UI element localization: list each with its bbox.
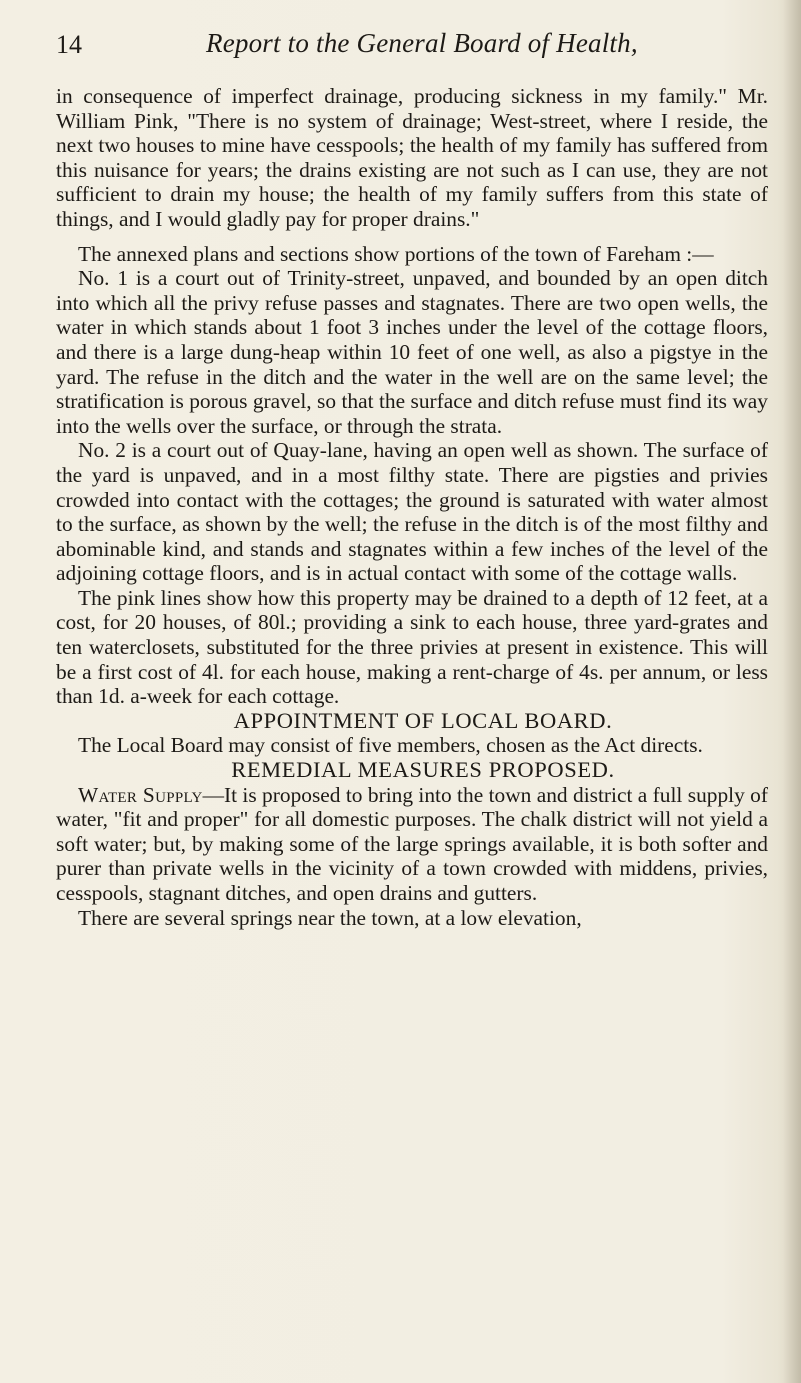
paragraph-continued: in consequence of imperfect drainage, producing sickness in my family." Mr. William Pink, "There is no system of drainage; West-street, where I reside, the next two houses to mine have cesspools; the health of my family has suffered from this nuisance for years; the drains existing are not such as I can use, they are not sufficient to drain my house; the health of my family suffers from this state of things, and I would gladly pay for proper drains." — [56, 84, 768, 231]
paragraph-annexed-plans: The annexed plans and sections show portions of the town of Fareham :— — [78, 241, 714, 266]
paragraph-springs: There are several springs near the town, at a low elevation, — [78, 905, 582, 930]
body-text — [56, 84, 768, 930]
paragraph-no-2: No. 2 is a court out of Quay-lane, having an open well as shown. The surface of the yard is unpaved, and in a most filthy state. There are pigsties and privies crowded into contact with the cottages; the ground is saturated with water almost to the surface, as shown by the well; the refuse in the ditch is of the most filthy and abominable kind, and stands and stagnates within a few inches of the level of the adjoining cottage floors, and is in actual contact with some of the cottage walls. — [56, 438, 768, 586]
water-supply-lead: Water Supply — [78, 782, 203, 807]
page-number: 14 — [56, 30, 82, 59]
page-edge-shadow — [783, 0, 801, 1383]
paragraph-no-1: No. 1 is a court out of Trinity-street, unpaved, and bounded by an open ditch into which all the privy refuse passes and stagnates. There are two open wells, the water in which stands about 1 foot 3 inches under the level of the cottage floors, and there is a large dung-heap within 10 feet of one well, as also a pigstye in the yard. The refuse in the ditch and the water in the well are on the same level; the stratification is porous gravel, so that the surface and ditch refuse must find its way into the wells over the surface, or through the strata. — [56, 266, 768, 438]
heading-local-board: APPOINTMENT OF LOCAL BOARD. — [233, 707, 613, 733]
paragraph-water-supply — [56, 783, 768, 906]
running-head: Report to the General Board of Health, — [206, 28, 638, 58]
paragraph-local-board: The Local Board may consist of five members, chosen as the Act directs. — [78, 733, 703, 758]
heading-remedial-measures: REMEDIAL MEASURES PROPOSED. — [231, 757, 615, 783]
water-supply-text: —It is proposed to bring into the town and district a full supply of water, "fit and proper" for all domestic purposes. The chalk district will not yield a soft water; but, by making some of the large springs available, it is both softer and purer than private wells in the vicinity of a town crowded with middens, privies, cesspools, stagnant ditches, and open drains and gutters. — [56, 782, 768, 905]
page-header — [56, 22, 756, 72]
paragraph-pink-lines: The pink lines show how this property may be drained to a depth of 12 feet, at a cost, for 20 houses, of 80l.; providing a sink to each house, three yard-grates and ten waterclosets, substituted for the three privies at present in existence. This will be a first cost of 4l. for each house, making a rent-charge of 4s. per annum, or less than 1d. a-week for each cottage. — [56, 585, 768, 709]
